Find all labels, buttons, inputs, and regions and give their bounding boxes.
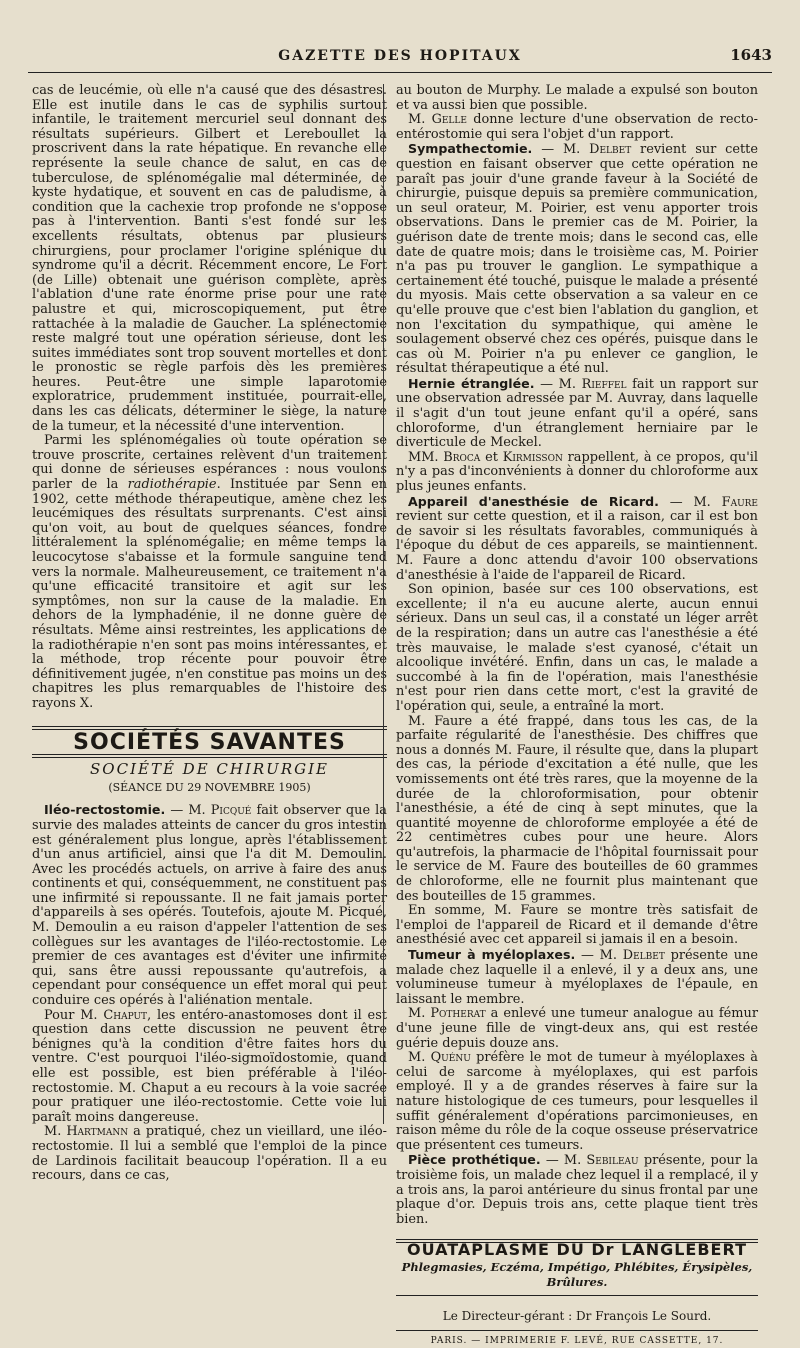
director-line: Le Directeur-gérant : Dr François Le Sourd.	[442, 1309, 712, 1324]
surname: Potherat	[430, 1006, 486, 1022]
text: — M.	[165, 803, 211, 819]
text: Parmi les splénomégalies où toute opération se trouve proscrite, certaines relèvent d'un traitement qui donne de sérieuses espérances : nous voulons parler de la	[32, 433, 387, 493]
printer-line: PARIS. — IMPRIMERIE F. LEVÉ, RUE CASSETTE, 17.	[430, 1335, 724, 1346]
surname: Picqué	[210, 803, 252, 819]
double-rule	[32, 726, 387, 730]
text: — M.	[534, 376, 582, 392]
subhead: Sympathectomie.	[408, 141, 533, 157]
paragraph: cas de leucémie, où elle n'a causé que des désastres. Elle est inutile dans le cas de syphilis surtout infantile, le traitement mercuriel seul donnant des résultats supérieurs. Gilbert et Lereboullet la proscrivent dans la rate hépatique. En revanche elle représente la seule chance de salut, en cas de tuberculose, de splénomégalie mal déterminée, de kyste hydatique, et souvent en cas de paludisme, à condition que la cachexie trop profonde ne s'oppose pas à l'intervention. Banti s'est fondé sur les excellents résultats, obtenus par plusieurs chirurgiens, pour proclamer l'origine splénique du syndrome qu'il a décrit. Récemment encore, Le Fort (de Lille) obtenait une guérison complète, après l'ablation d'une rate énorme prise pour une rate palustre et qui, microscopiquement, put être rattachée à la maladie de Gaucher. La splénectomie reste malgré tout une opération sérieuse, dont les suites immédiates sont trop souvent mortelles et dont le pronostic se règle parfois dès les premières heures. Peut-être une simple laparotomie exploratrice, prudemment instituée, pourrait-elle, dans les cas délicats, déterminer le siège, la nature de la tumeur, et la nécessité d'une intervention.	[32, 83, 387, 434]
subhead: Appareil d'anesthésie de Ricard.	[408, 493, 659, 509]
paragraph: au bouton de Murphy. Le malade a expulsé son bouton et va aussi bien que possible.	[396, 83, 758, 113]
subhead: Hernie étranglée.	[408, 375, 535, 391]
text: M.	[408, 1006, 431, 1022]
subhead: Pièce prothétique.	[408, 1152, 541, 1168]
subhead: Iléo-rectostomie.	[44, 802, 166, 818]
text: M.	[408, 112, 432, 128]
text: revient sur cette question, et il a raison, car il est bon de savoir si les résultats favorables, communiqués à l'époque du début de ces appareils, se maintiennent. M. Faure a donc attendu d'avoir 100 observations d'anesthésie à l'aide de l'appareil de Ricard.	[396, 509, 758, 583]
text: . Instituée par Senn en 1902, cette méthode thérapeutique, amène chez les leucémiques des résultats surprenants. C'est ainsi qu'on voit, au bout de quelques séances, fondre littéralement la splénomégalie; en même temps la leucocytose s'abaisse et la formule sanguine tend vers la normale. Malheureusement, ce traitement n'a qu'une efficacité transitoire et agit sur les symptômes, non sur la cause de la maladie. En dehors de la lymphadénie, il ne donne guère de résultats. Même ainsi restreintes, les applications de la radiothérapie n'en sont pas moins intéressantes, et la méthode, trop récente pour pouvoir être définitivement jugée, n'en constitue pas moins un des chapitres les plus remarquables de l'histoire des rayons X.	[32, 477, 387, 711]
page-header	[28, 44, 772, 70]
paragraph: M. Faure a été frappé, dans tous les cas, de la parfaite régularité de l'anesthésie. Des chiffres que nous a donnés M. Faure, il résulte que, dans la plupart des cas, la période d'excitation a été nulle, que les vomissements ont été très rares, que la moyenne de la durée de la chloroformisation, pour obtenir l'anesthésie, a été de cinq à sept minutes, que la quantité moyenne de chloroforme employée a été de 22 centimètres cubes pour une heure. Alors qu'autrefois, la pharmacie de l'hôpital fournissait pour le service de M. Faure des bouteilles de 60 grammes de chloroforme, elle ne fournit plus maintenant que des bouteilles de 15 grammes.	[396, 713, 758, 904]
section-header	[32, 726, 387, 796]
text: — M.	[540, 1153, 587, 1169]
text: rappellent, à ce propos, qu'il n'y a pas d'inconvénients à donner du chloroforme aux plus jeunes enfants.	[396, 449, 758, 495]
emphasis: radiothérapie	[127, 477, 217, 493]
text: fait un rapport sur une observation adressée par M. Auvray, dans laquelle il s'agit d'un tout jeune enfant qu'il a opéré, sans chloroforme, d'un étranglement herniaire par le diverticule de Meckel.	[396, 376, 759, 451]
advertisement	[396, 1239, 758, 1296]
surname: Delbet	[589, 142, 632, 158]
header-rule	[28, 72, 772, 73]
paragraph	[396, 495, 758, 584]
subhead: Tumeur à myéloplaxes.	[408, 947, 576, 963]
surname: Chaput	[103, 1007, 148, 1023]
rule	[396, 1295, 758, 1296]
surname: Delbet	[622, 948, 665, 964]
paragraph	[396, 1051, 758, 1153]
ad-subtitle: Phlegmasies, Eczéma, Impétigo, Phlébites, Érysipèles, Brûlures.	[401, 1259, 753, 1289]
surname: Gelle	[431, 112, 467, 128]
paragraph	[396, 142, 758, 377]
text: et	[480, 449, 503, 465]
paragraph	[396, 377, 758, 451]
paragraph: Son opinion, basée sur ces 100 observations, est excellente; il n'a eu aucune alerte, aucun ennui sérieux. Dans un seul cas, il a constaté un léger arrêt de la respiration; dans un autre cas l'anesthésie a été très mauvaise, le malade s'est cyanosé, c'était un alcoolique invétéré. Enfin, dans un cas, le malade a succombé à la fin de l'opération, mais l'anesthésie n'est pour rien dans cette mort, c'est la gravité de l'opération qui, seule, a entraîné la mort.	[396, 582, 758, 714]
paragraph	[32, 803, 387, 1008]
text: M.	[408, 1050, 431, 1066]
text: a pratiqué, chez un vieillard, une iléo-rectostomie. Il lui a semblé que l'emploi de la pince de Lardinois facilitait beaucoup l'opération. Il a eu recours, dans ce cas,	[32, 1124, 387, 1184]
society-title: SOCIÉTÉ DE CHIRURGIE	[90, 760, 329, 779]
double-rule	[32, 754, 387, 758]
journal-title: GAZETTE DES HOPITAUX	[278, 48, 522, 64]
text: fait observer que la survie des malades atteints de cancer du gros intestin est généralement plus longue, après l'établissement d'un anus artificiel, ainsi que l'a dit M. Demoulin. Avec les procédés actuels, on arrive à faire des anus continents et qui, conséquemment, ne constituent pas une infirmité si repoussante. Il ne fait jamais porter d'appareils à ses opérés. Toutefois, ajoute M. Picqué, M. Demoulin a eu raison d'appeler l'attention de ses collègues sur les avantages de l'iléo-rectostomie. Le premier de ces avantages est d'éviter une infirmité qui, sans être aussi repoussante qu'autrefois, a cependant pour conséquence un effet moral qui peut conduire ces opérés à l'aliénation mentale.	[32, 803, 387, 1009]
paragraph	[32, 434, 387, 711]
paragraph: En somme, M. Faure se montre très satisfait de l'emploi de l'appareil de Ricard et il demande d'être anesthésié avec cet appareil si jamais il en a besoin.	[396, 903, 758, 948]
text: — M.	[532, 142, 590, 158]
text: — M.	[658, 494, 722, 510]
ad-title: OUATAPLASME DU Dr LANGLEBERT	[407, 1240, 747, 1260]
section-title: SOCIÉTÉS SAVANTES	[73, 729, 346, 755]
paragraph	[32, 1009, 387, 1126]
surname: Sebileau	[586, 1153, 639, 1169]
surname: Quénu	[430, 1050, 471, 1066]
text: MM.	[408, 449, 444, 465]
right-column	[396, 84, 758, 1348]
page-number: 1643	[730, 46, 772, 64]
paragraph	[396, 451, 758, 495]
surname: Rieffel	[581, 376, 627, 392]
surname: Faure	[721, 494, 758, 510]
paragraph	[396, 1153, 758, 1227]
paragraph	[32, 1125, 387, 1183]
surname: Hartmann	[66, 1124, 129, 1140]
paragraph	[396, 1007, 758, 1051]
text: présente une malade chez laquelle il a enlevé, il y a deux ans, une volumineuse tumeur à myéloplaxes de l'épaule, en laissant le membre.	[396, 948, 758, 1007]
surname: Kirmisson	[502, 449, 563, 465]
paragraph	[396, 948, 758, 1007]
left-column	[32, 84, 387, 1184]
text: — M.	[575, 948, 623, 964]
text: donne lecture d'une observation de recto-entérostomie qui sera l'objet d'un rapport.	[396, 112, 758, 142]
text: Pour M.	[44, 1007, 104, 1023]
paragraph	[396, 113, 758, 142]
text: préfère le mot de tumeur à myéloplaxes à celui de sarcome à myéloplaxes, qui est parfois employé. Il y a de grandes réserves à faire sur la nature histologique de ces tumeurs, pour lesquelles il suffit généralement d'opérations parcimonieuses, en raison même du rôle de la coque osseuse préservatrice que présentent ces tumeurs.	[396, 1050, 758, 1153]
text: présente, pour la troisième fois, un malade chez lequel il a remplacé, il y a trois ans, la paroi antérieure du sinus frontal par une plaque d'or. Depuis trois ans, cette plaque tient très bien.	[396, 1153, 758, 1227]
text: revient sur cette question en faisant observer que cette opération ne paraît pas jouir d'une grande faveur à la Société de chirurgie, puisque depuis sa première communication, un seul orateur, M. Poirier, est venu apporter trois observations. Dans le premier cas de M. Poirier, la guérison date de trente mois; dans le second cas, elle date de quatre mois; dans le troisième cas, M. Poirier n'a pas pu trouver le ganglion. Le sympathique a certainement été touché, puisque le malade a présenté du myosis. Mais cette observation a sa valeur en ce qu'elle prouve que c'est bien l'ablation du ganglion, et non l'excitation du sympathique, qui amène le soulagement observé chez ces opérés, puisque dans le cas où M. Poirier n'a pu enlever ce ganglion, le résultat thérapeutique a été nul.	[396, 142, 758, 377]
column-divider	[383, 84, 384, 1124]
text: a enlevé une tumeur analogue au fémur d'une jeune fille de vingt-deux ans, qui est restée guérie depuis douze ans.	[396, 1006, 758, 1051]
text: , les entéro-anastomoses dont il est question dans cette discussion ne peuvent être bénignes qu'à la condition d'être faites hors du ventre. C'est pourquoi l'iléo-sigmoïdostomie, quand elle est possible, est bien préférable à l'iléo-rectostomie. M. Chaput a eu recours à la voie sacrée pour pratiquer une iléo-rectostomie. Cette voie lui paraît moins dangereuse.	[32, 1007, 387, 1125]
text: M.	[44, 1124, 67, 1140]
surname: Broca	[443, 449, 481, 465]
rule	[396, 1330, 758, 1331]
session-date: (SÉANCE DU 29 NOVEMBRE 1905)	[108, 780, 311, 794]
